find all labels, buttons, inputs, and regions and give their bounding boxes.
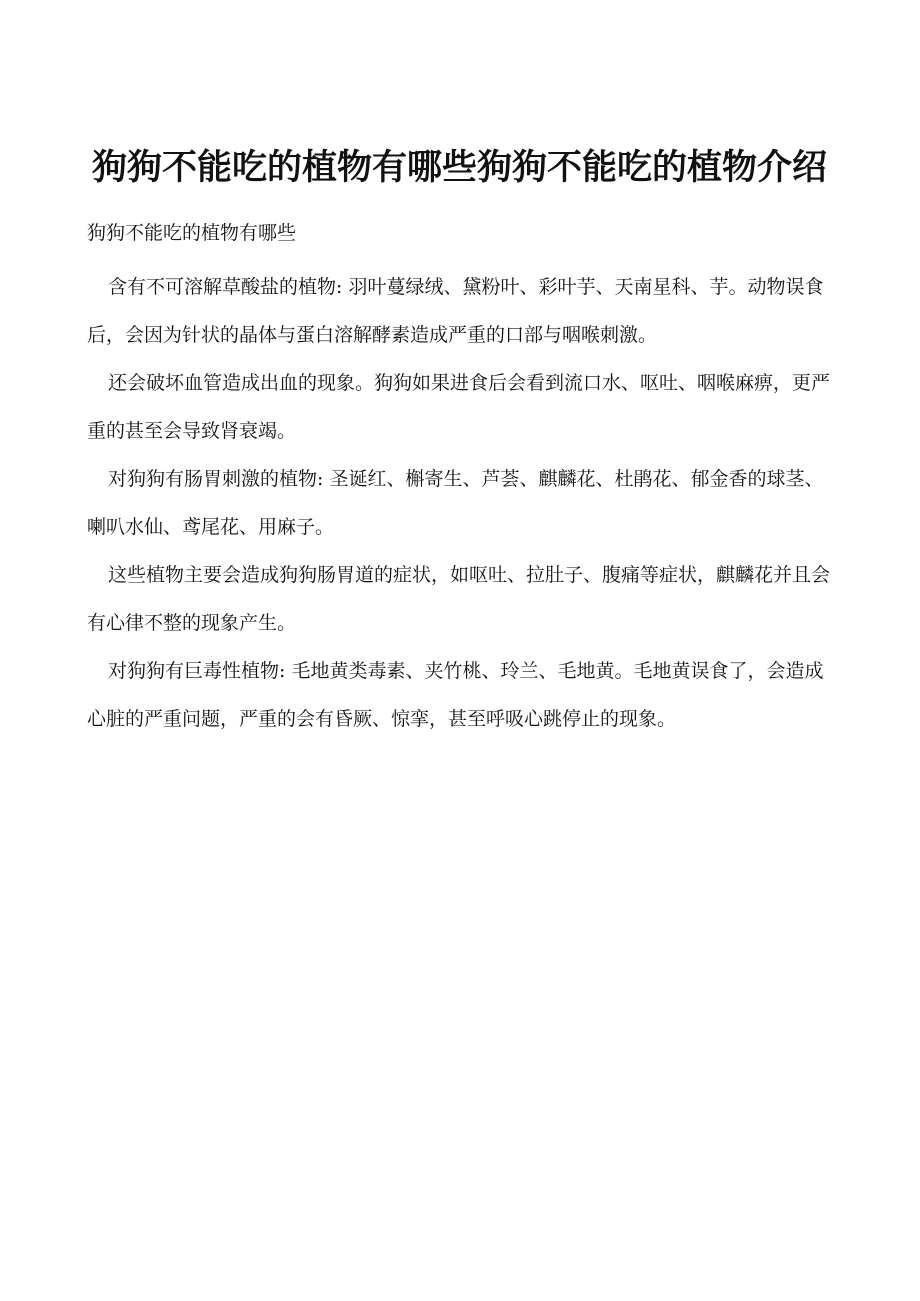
paragraph-toxic-plants: 对狗狗有巨毒性植物: 毛地黄类毒素、夹竹桃、玲兰、毛地黄。毛地黄误食了，会造成心脏的严重问题，严重的会有昏厥、惊挛，甚至呼吸心跳停止的现象。 — [87, 660, 824, 730]
paragraph-gastro-plants: 对狗狗有肠胃刺激的植物: 圣诞红、槲寄生、芦荟、麒麟花、杜鹃花、郁金香的球茎、喇叭水仙、鸢尾花、用麻子。 — [87, 468, 824, 538]
paragraph-oxalate-plants: 含有不可溶解草酸盐的植物: 羽叶蔓绿绒、黛粉叶、彩叶芋、天南星科、芋。动物误食后，会因为针状的晶体与蛋白溶解酵素造成严重的口部与咽喉刺激。 — [87, 276, 824, 346]
paragraph-oxalate-effects: 还会破坏血管造成出血的现象。狗狗如果进食后会看到流口水、呕吐、咽喉麻痹，更严重的甚至会导致肾衰竭。 — [87, 372, 831, 442]
paragraph-gastro-effects: 这些植物主要会造成狗狗肠胃道的症状，如呕吐、拉肚子、腹痛等症状，麒麟花并且会有心律不整的现象产生。 — [87, 564, 831, 634]
section-heading: 狗狗不能吃的植物有哪些 — [87, 222, 297, 244]
document-title: 狗狗不能吃的植物有哪些狗狗不能吃的植物介绍 — [91, 148, 827, 188]
